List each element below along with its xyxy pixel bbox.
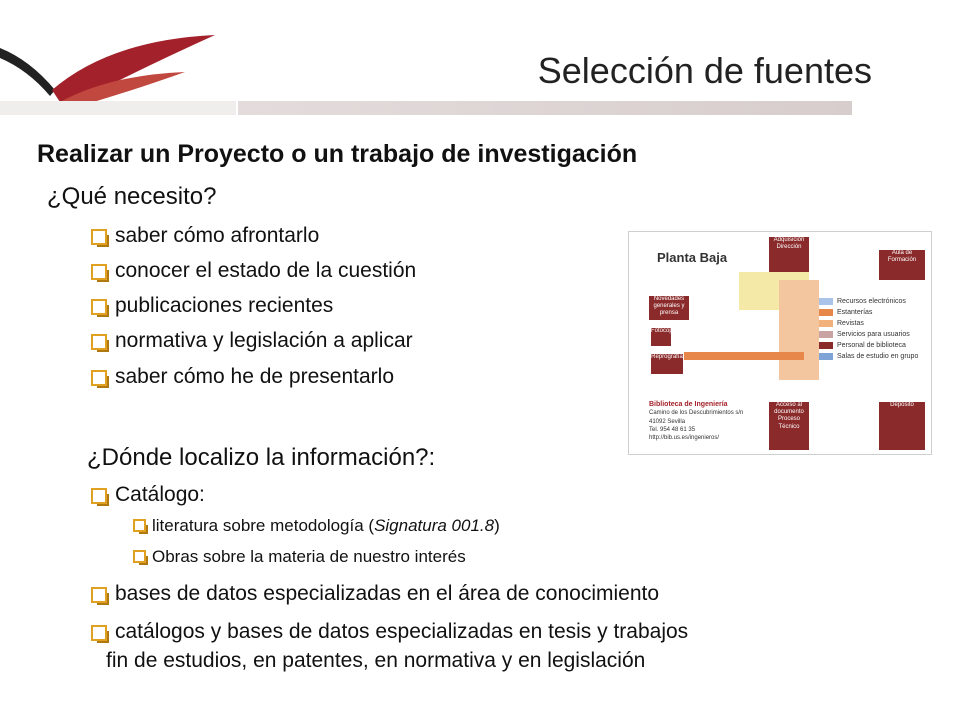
legend-item <box>819 307 918 318</box>
legend-swatch <box>819 320 833 327</box>
checkbox-bullet-icon <box>91 488 107 504</box>
floor-plan-image <box>628 231 932 455</box>
slide-title: Selección de fuentes <box>537 50 872 91</box>
checkbox-bullet-icon <box>133 550 146 563</box>
checkbox-bullet-icon <box>133 519 146 532</box>
list-item: saber cómo he de presentarlo <box>115 365 394 388</box>
legend-item <box>819 318 918 329</box>
zone-deposito: Depósito <box>879 402 925 450</box>
checkbox-bullet-icon <box>91 264 107 280</box>
shelves-area <box>684 352 804 360</box>
legend-label: Salas de estudio en grupo <box>837 353 919 360</box>
legend-item <box>819 296 918 307</box>
legend-swatch <box>819 309 833 316</box>
sub-item-text-end: ) <box>494 516 500 535</box>
checkbox-bullet-icon <box>91 229 107 245</box>
legend-label: Recursos electrónicos <box>837 298 906 305</box>
sub-item-metodologia <box>152 516 500 536</box>
checkbox-bullet-icon <box>91 587 107 603</box>
zone-label: Dirección <box>776 244 802 251</box>
legend-swatch <box>819 331 833 338</box>
zone-fotocopias: Fotocopias <box>651 328 671 346</box>
list-item: bases de datos especializadas en el área de conocimiento <box>115 582 660 605</box>
legend-label: Revistas <box>837 320 864 327</box>
zone-label: Adquisición <box>773 237 805 243</box>
plan-legend <box>819 296 918 362</box>
legend-item <box>819 340 918 351</box>
library-name: Biblioteca de Ingeniería <box>649 401 728 408</box>
zone-aula: Aula de Formación <box>879 250 925 280</box>
title-rule-left <box>0 101 236 115</box>
zone-label: Proceso Técnico <box>777 416 800 430</box>
checkbox-bullet-icon <box>91 334 107 350</box>
library-url: http://bib.us.es/ingenieros/ <box>649 434 720 441</box>
question-where-info: ¿Dónde localizo la información?: <box>87 444 436 471</box>
sub-item-obras: Obras sobre la materia de nuestro interés <box>152 547 466 566</box>
legend-label: Servicios para usuarios <box>837 331 910 338</box>
library-info <box>649 400 743 442</box>
list-item: normativa y legislación a aplicar <box>115 329 413 352</box>
legend-swatch <box>819 353 833 360</box>
legend-label: Estanterías <box>837 309 873 316</box>
question-what-needed: ¿Qué necesito? <box>47 183 217 210</box>
zone-label: Acceso al documento <box>774 402 804 416</box>
library-city: 41092 Sevilla <box>649 418 686 425</box>
list-item: publicaciones recientes <box>115 294 334 317</box>
zone-adquisicion <box>769 237 809 277</box>
slide-heading: Realizar un Proyecto o un trabajo de investigación <box>37 140 638 168</box>
sub-item-text: literatura sobre metodología ( <box>152 516 375 535</box>
legend-label: Personal de biblioteca <box>837 342 906 349</box>
checkbox-bullet-icon <box>91 625 107 641</box>
list-item: catálogos y bases de datos especializadas en tesis y trabajos <box>115 620 689 643</box>
signatura-text: Signatura 001.8 <box>374 516 495 535</box>
legend-swatch <box>819 298 833 305</box>
checkbox-bullet-icon <box>91 299 107 315</box>
corridor-area <box>779 280 819 380</box>
catalogo-label: Catálogo: <box>115 483 205 506</box>
legend-item <box>819 351 918 362</box>
zone-acceso <box>769 402 809 450</box>
library-address: Camino de los Descubrimientos s/n <box>649 410 744 417</box>
list-item: saber cómo afrontarlo <box>115 224 320 247</box>
plan-title: Planta Baja <box>657 250 728 265</box>
zone-reprografia: Reprografía <box>651 354 683 374</box>
list-item: conocer el estado de la cuestión <box>115 259 417 282</box>
library-phone: Tel. 954 48 61 35 <box>649 426 696 433</box>
legend-swatch <box>819 342 833 349</box>
title-rule-right <box>238 101 852 115</box>
checkbox-bullet-icon <box>91 370 107 386</box>
zone-novedades: Novedades generales y prensa <box>649 296 689 320</box>
legend-item <box>819 329 918 340</box>
list-item-continuation: fin de estudios, en patentes, en normativa y en legislación <box>106 649 646 672</box>
